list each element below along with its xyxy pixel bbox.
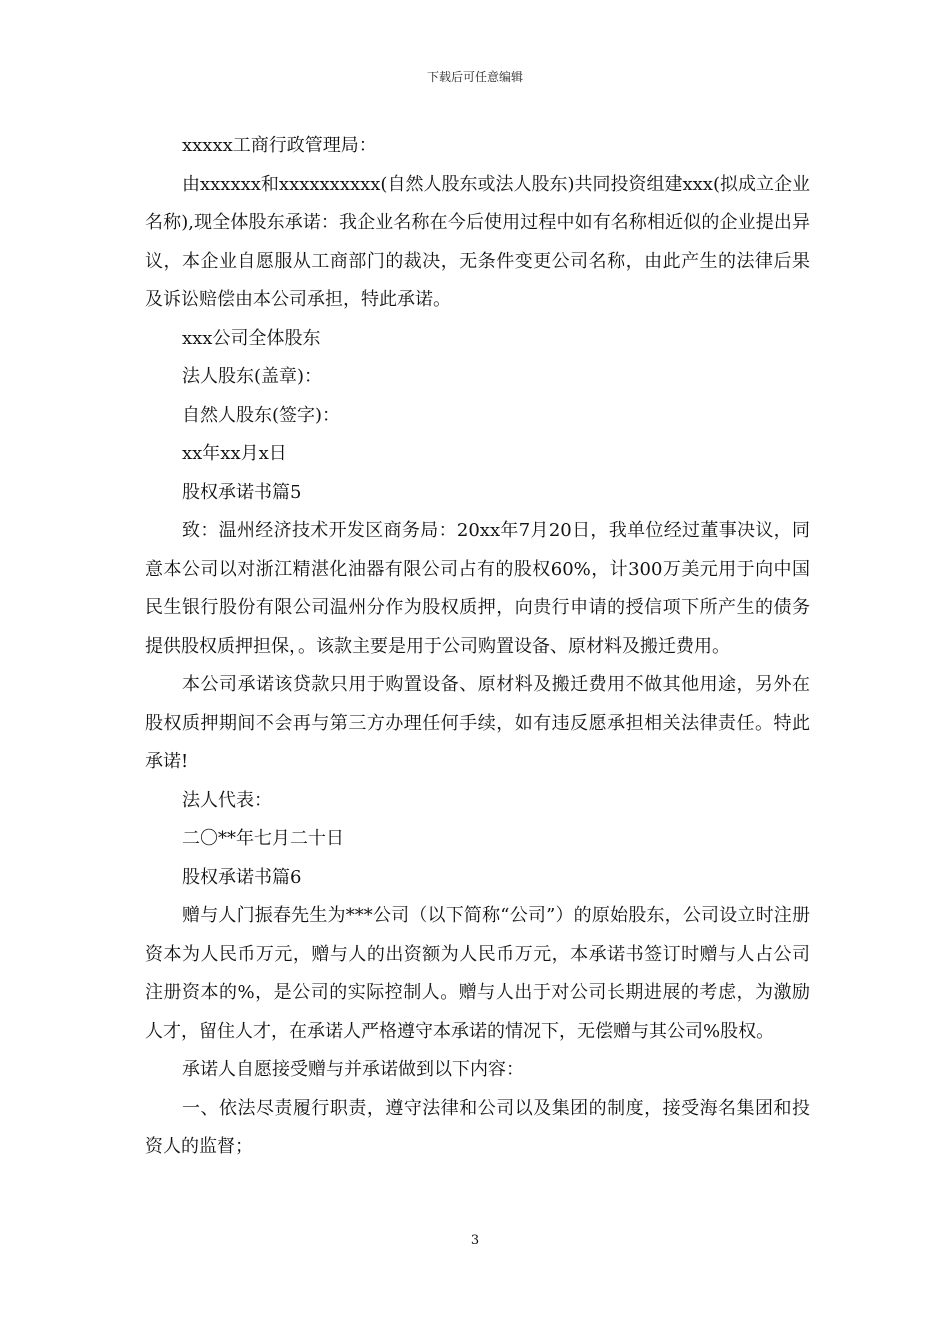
gift-paragraph: 赠与人门振春先生为***公司（以下简称“公司”）的原始股东，公司设立时注册资本为人民币万元，赠与人的出资额为人民币万元，本承诺书签订时赠与人占公司注册资本的%，是公司的实际控制人。赠与人出于对公司长期进展的考虑，为激励人才，留住人才，在承诺人严格遵守本承诺的情况下，无偿赠与其公司%股权。 [145, 905, 810, 1042]
legal-shareholder-seal-line: 法人股东(盖章)： [182, 366, 323, 387]
pledge-paragraph: 致：温州经济技术开发区商务局：20xx年7月20日，我单位经过董事决议，同意本公司以对浙江精湛化油器有限公司占有的股权60%，计300万美元用于向中国民生银行股份有限公司温州分作为股权质押，向贵行申请的授信项下所产生的债务提供股权质押担保，。该款主要是用于公司购置设备、原材料及搬迁费用。 [145, 520, 810, 657]
date-line: xx年xx月x日 [182, 443, 287, 464]
legal-representative-line: 法人代表： [182, 789, 272, 811]
signatory-line: xxx公司全体股东 [182, 327, 321, 349]
loan-use-paragraph: 本公司承诺该贷款只用于购置设备、原材料及搬迁费用不做其他用途，另外在股权质押期间不会再与第三方办理任何手续，如有违反愿承担相关法律责任。特此承诺! [145, 674, 810, 772]
clause-paragraph: 一、依法尽责履行职责，遵守法律和公司以及集团的制度，接受海名集团和投资人的监督； [145, 1097, 810, 1157]
page-number: 3 [470, 1233, 480, 1248]
document-body [145, 127, 810, 1167]
commitment-paragraph: 由xxxxxx和xxxxxxxxxx(自然人股东或法人股东)共同投资组建xxx(拟成立企业名称),现全体股东承诺：我企业名称在今后使用过程中如有名称相近似的企业提出异议，本企业自愿服从工商部门的裁决，无条件变更公司名称，由此产生的法律后果及诉讼赔偿由本公司承担，特此承诺。 [145, 173, 810, 310]
acceptance-paragraph: 承诺人自愿接受赠与并承诺做到以下内容： [182, 1059, 524, 1080]
page-header: 下载后可任意编辑 [426, 70, 523, 84]
natural-shareholder-sign-line: 自然人股东(签字)： [182, 404, 341, 426]
date-line: 二〇**年七月二十日 [182, 828, 344, 849]
section-heading: 股权承诺书篇6 [182, 866, 302, 888]
section-heading: 股权承诺书篇5 [182, 481, 302, 503]
addressee-line: xxxxx工商行政管理局： [182, 135, 377, 156]
